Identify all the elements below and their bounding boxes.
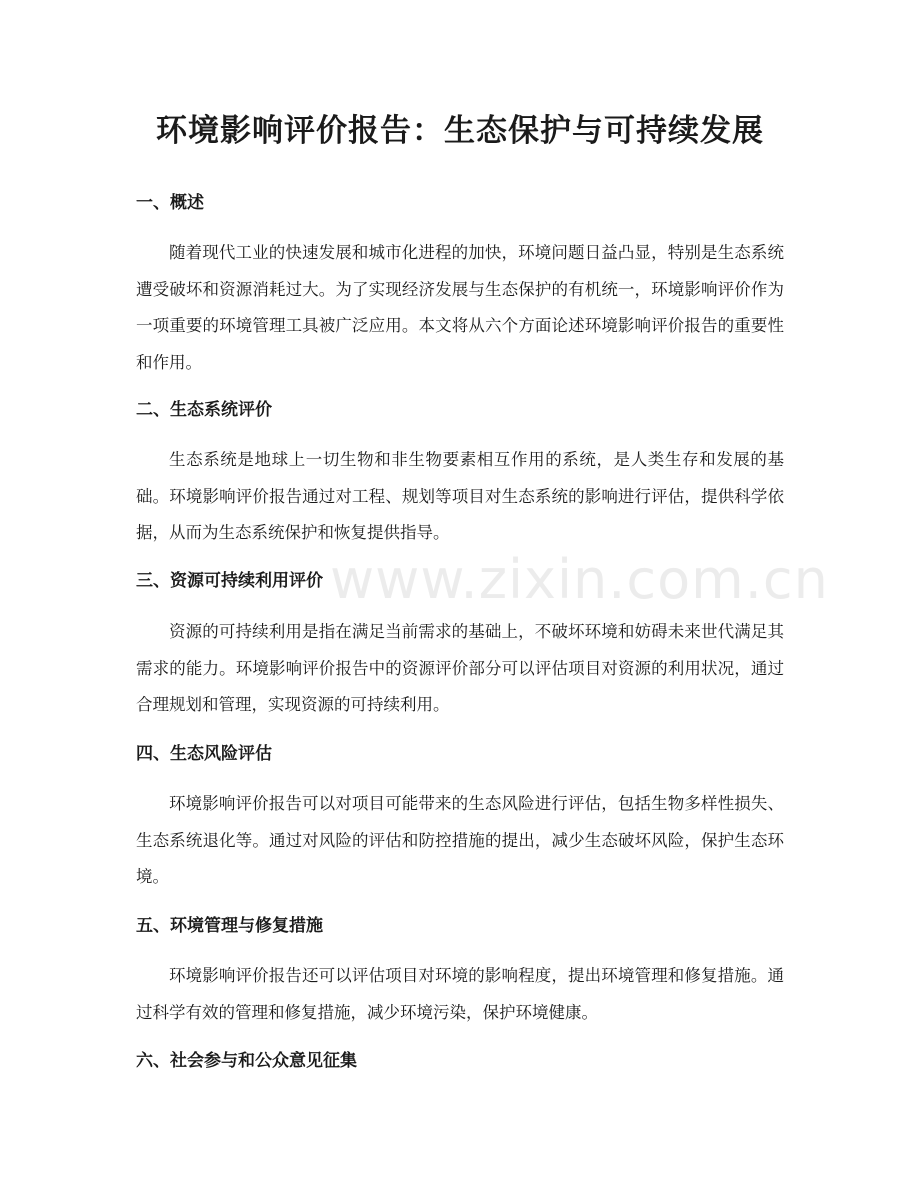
section-heading-resources: 三、资源可持续利用评价 bbox=[136, 571, 323, 591]
section-body-overview: 随着现代工业的快速发展和城市化进程的加快，环境问题日益凸显，特别是生态系统遭受破坏和资源消耗过大。为了实现经济发展与生态保护的有机统一，环境影响评价作为一项重要的环境管理工具被广泛应用。本文将从六个方面论述环境影响评价报告的重要性和作用。 bbox=[136, 243, 784, 373]
section-heading-management: 五、环境管理与修复措施 bbox=[136, 916, 323, 936]
document-title: 环境影响评价报告：生态保护与可持续发展 bbox=[156, 113, 764, 149]
section-body-resources: 资源的可持续利用是指在满足当前需求的基础上，不破坏环境和妨碍未来世代满足其需求的能力。环境影响评价报告中的资源评价部分可以评估项目对资源的利用状况，通过合理规划和管理，实现资源的可持续利用。 bbox=[136, 622, 784, 715]
section-heading-ecosystem: 二、生态系统评价 bbox=[136, 400, 272, 420]
section-heading-overview: 一、概述 bbox=[136, 193, 204, 213]
section-heading-risk: 四、生态风险评估 bbox=[136, 744, 272, 764]
watermark-text: www.zixin.com.cn bbox=[330, 548, 829, 611]
section-body-risk: 环境影响评价报告可以对项目可能带来的生态风险进行评估，包括生物多样性损失、生态系统退化等。通过对风险的评估和防控措施的提出，减少生态破坏风险，保护生态环境。 bbox=[136, 794, 784, 887]
section-body-management: 环境影响评价报告还可以评估项目对环境的影响程度，提出环境管理和修复措施。通过科学有效的管理和修复措施，减少环境污染，保护环境健康。 bbox=[136, 966, 784, 1022]
section-heading-public: 六、社会参与和公众意见征集 bbox=[136, 1051, 357, 1071]
section-body-ecosystem: 生态系统是地球上一切生物和非生物要素相互作用的系统，是人类生存和发展的基础。环境影响评价报告通过对工程、规划等项目对生态系统的影响进行评估，提供科学依据，从而为生态系统保护和恢复提供指导。 bbox=[136, 450, 784, 543]
